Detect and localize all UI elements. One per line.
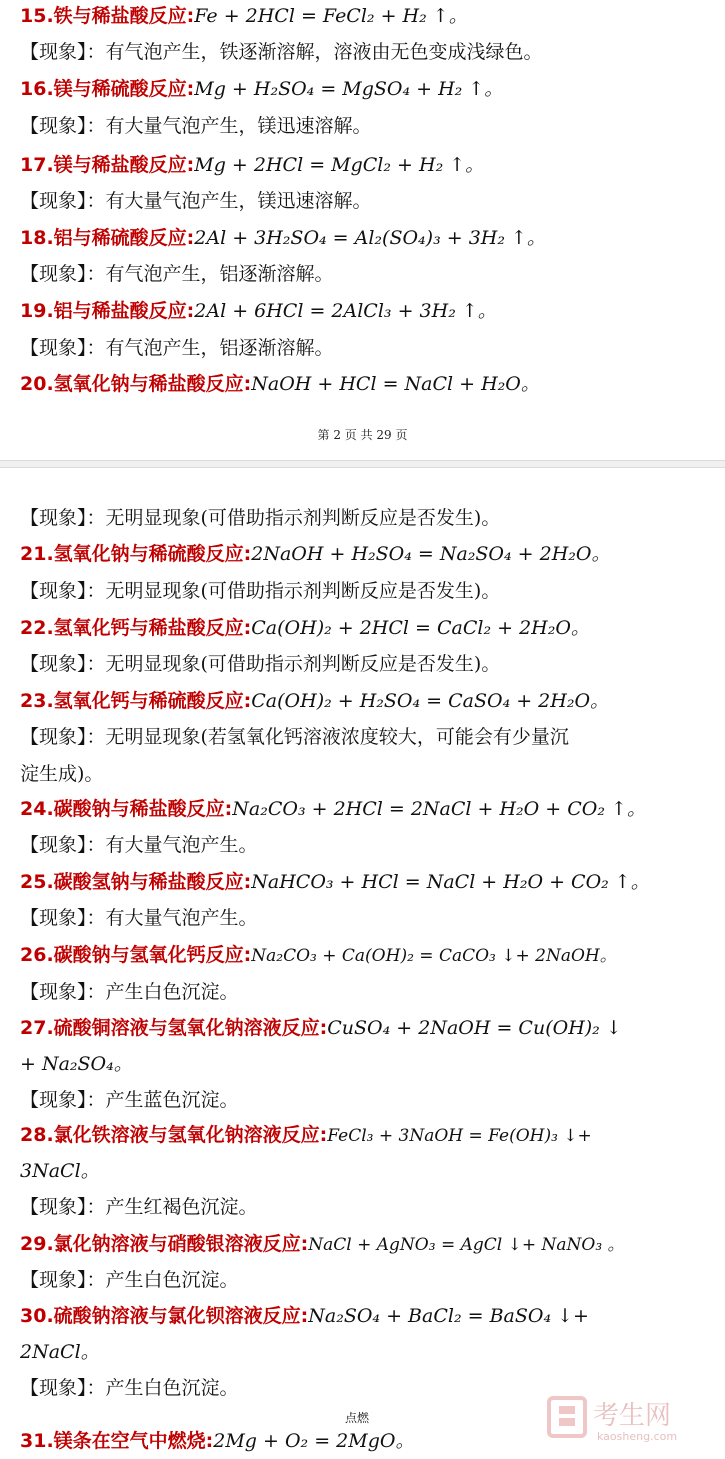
reaction-title: 25.碳酸氢钠与稀盐酸反应:	[20, 871, 252, 893]
chemical-equation: Ca(OH)₂ + H₂SO₄ = CaSO₄ + 2H₂O。	[251, 690, 610, 712]
equation-continuation	[20, 1338, 100, 1366]
equation-line	[20, 1121, 592, 1150]
reaction-title: 29.氯化钠溶液与硝酸银溶液反应:	[20, 1233, 309, 1255]
reaction-title: 24.碳酸钠与稀盐酸反应:	[20, 798, 233, 820]
chemical-equation: Na₂CO₃ + Ca(OH)₂ = CaCO₃ ↓+ 2NaOH。	[251, 946, 617, 966]
observation-line: 淀生成)。	[20, 763, 104, 785]
reaction-title: 19.铝与稀盐酸反应:	[20, 300, 195, 322]
observation-line: 【现象】：产生蓝色沉淀。	[20, 1089, 239, 1111]
chemical-equation: NaOH + HCl = NaCl + H₂O。	[251, 373, 540, 395]
equation-line	[20, 1014, 622, 1042]
equation-line	[20, 224, 546, 252]
reaction-title: 27.硫酸铜溶液与氢氧化钠溶液反应:	[20, 1017, 328, 1039]
reaction-title: 26.碳酸钠与氢氧化钙反应:	[20, 944, 252, 966]
reaction-title: 23.氢氧化钙与稀硫酸反应:	[20, 690, 252, 712]
equation-line	[20, 614, 590, 642]
chemical-equation: 3NaCl。	[20, 1160, 100, 1182]
reaction-title: 15.铁与稀盐酸反应:	[20, 5, 195, 27]
chemical-equation: NaHCO₃ + HCl = NaCl + H₂O + CO₂ ↑。	[251, 871, 650, 893]
reaction-title: 17.镁与稀盐酸反应:	[20, 154, 195, 176]
reaction-condition-label: 点燃	[345, 1411, 370, 1425]
equation-line	[20, 1427, 414, 1455]
chemical-equation: 2NaOH + H₂SO₄ = Na₂SO₄ + 2H₂O。	[251, 543, 611, 565]
reaction-title: 18.铝与稀硫酸反应:	[20, 227, 195, 249]
observation-line: 【现象】：有大量气泡产生，镁迅速溶解。	[20, 190, 372, 212]
observation-line: 【现象】：无明显现象(可借助指示剂判断反应是否发生)。	[20, 653, 501, 675]
kaosheng-logo-icon	[545, 1388, 715, 1448]
chemical-equation: NaCl + AgNO₃ = AgCl ↓+ NaNO₃ 。	[308, 1235, 625, 1255]
observation-line: 【现象】：有大量气泡产生。	[20, 834, 258, 856]
equation-line	[20, 151, 484, 179]
observation-line: 【现象】：有大量气泡产生。	[20, 907, 258, 929]
page-separator	[0, 460, 725, 468]
chemical-equation: 2Al + 3H₂SO₄ = Al₂(SO₄)₃ + 3H₂ ↑。	[194, 227, 546, 249]
chemical-equation: Ca(OH)₂ + 2HCl = CaCl₂ + 2H₂O。	[251, 617, 590, 639]
equation-line	[20, 75, 503, 103]
equation-continuation	[20, 1157, 100, 1185]
watermark-brand: 考生网	[593, 1401, 672, 1431]
reaction-title: 28.氯化铁溶液与氢氧化钠溶液反应:	[20, 1124, 328, 1146]
observation-line: 【现象】：有气泡产生，铝逐渐溶解。	[20, 337, 334, 359]
equation-line	[20, 795, 646, 823]
observation-line: 【现象】：有气泡产生，铁逐渐溶解，溶液由无色变成浅绿色。	[20, 41, 543, 63]
chemical-equation: CuSO₄ + 2NaOH = Cu(OH)₂ ↓	[327, 1017, 622, 1039]
chemical-equation: 2Al + 6HCl = 2AlCl₃ + 3H₂ ↑。	[194, 300, 497, 322]
equation-continuation	[20, 1050, 133, 1078]
equation-line	[20, 370, 540, 398]
observation-line: 【现象】：产生红褐色沉淀。	[20, 1196, 258, 1218]
reaction-title: 31.镁条在空气中燃烧:	[20, 1430, 214, 1452]
equation-line	[20, 1302, 589, 1330]
observation-line: 【现象】：无明显现象(若氢氧化钙溶液浓度较大，可能会有少量沉	[20, 726, 569, 748]
observation-line: 【现象】：有大量气泡产生，镁迅速溶解。	[20, 115, 372, 137]
watermark-url: kaosheng.com	[597, 1430, 678, 1443]
reaction-title: 22.氢氧化钙与稀盐酸反应:	[20, 617, 252, 639]
equation-line	[20, 540, 610, 568]
observation-line: 【现象】：产生白色沉淀。	[20, 981, 239, 1003]
reaction-title: 30.硫酸钠溶液与氯化钡溶液反应:	[20, 1305, 309, 1327]
watermark-logo	[545, 1388, 715, 1448]
chemical-equation: 2NaCl。	[20, 1341, 100, 1363]
chemical-equation: FeCl₃ + 3NaOH = Fe(OH)₃ ↓+	[327, 1126, 592, 1146]
chemical-equation: Mg + H₂SO₄ = MgSO₄ + H₂ ↑。	[194, 78, 504, 100]
chemical-equation: + Na₂SO₄。	[20, 1053, 133, 1075]
observation-line: 【现象】：产生白色沉淀。	[20, 1377, 239, 1399]
reaction-title: 20.氢氧化钠与稀盐酸反应:	[20, 373, 252, 395]
reaction-title: 16.镁与稀硫酸反应:	[20, 78, 195, 100]
observation-line: 【现象】：无明显现象(可借助指示剂判断反应是否发生)。	[20, 507, 501, 529]
equation-line	[20, 868, 650, 896]
page-footer: 第 2 页 共 29 页	[317, 428, 408, 442]
reaction-title: 21.氢氧化钠与稀硫酸反应:	[20, 543, 252, 565]
observation-line: 【现象】：有气泡产生，铝逐渐溶解。	[20, 263, 334, 285]
chemical-equation: Na₂SO₄ + BaCl₂ = BaSO₄ ↓+	[308, 1305, 589, 1327]
equation-line	[20, 297, 497, 325]
chemical-equation: Na₂CO₃ + 2HCl = 2NaCl + H₂O + CO₂ ↑。	[232, 798, 646, 820]
equation-line	[20, 941, 617, 970]
chemical-equation: 2Mg + O₂ = 2MgO。	[213, 1430, 415, 1452]
observation-line: 【现象】：无明显现象(可借助指示剂判断反应是否发生)。	[20, 580, 501, 602]
chemical-equation: Fe + 2HCl = FeCl₂ + H₂ ↑。	[194, 5, 468, 27]
equation-line	[20, 687, 609, 715]
equation-line	[20, 1230, 625, 1259]
equation-line	[20, 2, 468, 30]
chemical-equation: Mg + 2HCl = MgCl₂ + H₂ ↑。	[194, 154, 485, 176]
observation-line: 【现象】：产生白色沉淀。	[20, 1269, 239, 1291]
